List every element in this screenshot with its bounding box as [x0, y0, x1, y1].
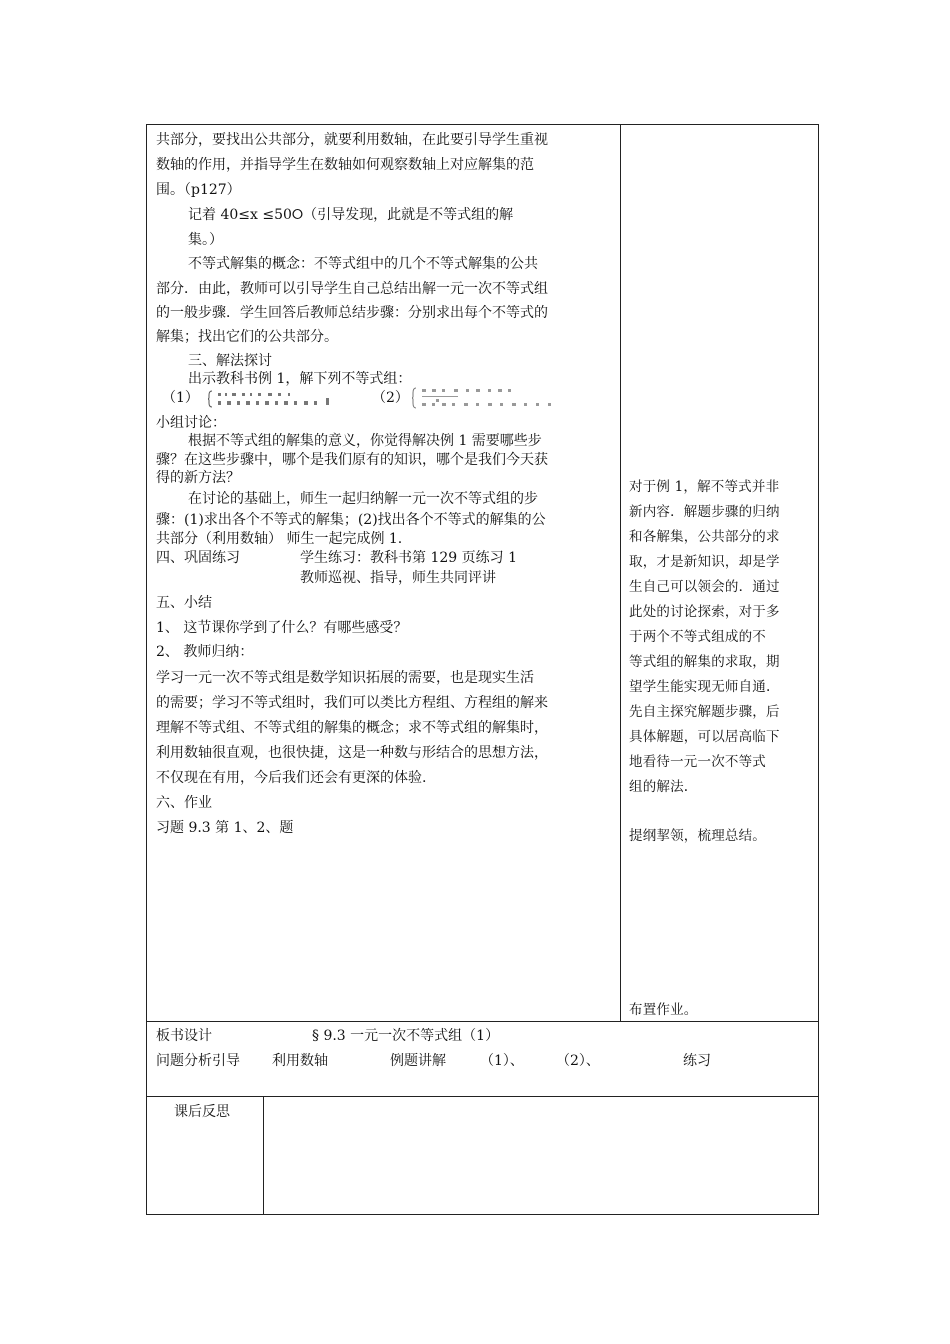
- main-line: 共部分，要找出公共部分，就要利用数轴，在此要引导学生重视: [156, 132, 548, 148]
- board-design-title: § 9.3 一元一次不等式组（1）: [312, 1028, 500, 1044]
- main-line: 的一般步骤．学生回答后教师总结步骤：分别求出每个不等式的: [156, 305, 548, 321]
- main-line: 2、 教师归纳：: [156, 644, 254, 660]
- board-design-label: 板书设计: [156, 1028, 212, 1044]
- main-line: 得的新方法？: [156, 470, 240, 486]
- board-item: 例题讲解: [390, 1053, 446, 1069]
- section-heading: 五、小结: [156, 595, 212, 611]
- row-divider-board: [146, 1021, 819, 1022]
- main-line: 集。）: [188, 232, 223, 248]
- board-item: 利用数轴: [272, 1053, 328, 1069]
- side-note-line: 地看待一元一次不等式: [629, 754, 766, 770]
- section-heading: 三、解法探讨: [188, 353, 272, 369]
- board-item: 练习: [683, 1053, 711, 1069]
- reflection-label: 课后反思: [174, 1104, 230, 1120]
- main-line: 学习一元一次不等式组是数学知识拓展的需要，也是现实生活: [156, 670, 534, 686]
- main-line: 的需要；学习不等式组时，我们可以类比方程组、方程组的解来: [156, 695, 548, 711]
- main-line: 骤：(1)求出各个不等式的解集；(2)找出各个不等式的解集的公: [156, 512, 546, 528]
- side-note-line: 提纲挈领，梳理总结。: [629, 828, 766, 844]
- side-note-line: 对于例 1，解不等式并非: [629, 479, 780, 495]
- side-note-line: 于两个不等式组成的不: [629, 629, 766, 645]
- main-line: 小组讨论：: [156, 415, 226, 431]
- inequality-system-2: [412, 387, 560, 409]
- side-note-line: 布置作业。: [629, 1002, 698, 1018]
- board-item: （1）、: [480, 1053, 524, 1069]
- main-line: 不等式解集的概念：不等式组中的几个不等式解集的公共: [188, 256, 538, 272]
- example-label-1: （1）: [162, 390, 199, 406]
- side-note-line: 具体解题，可以居高临下: [629, 729, 780, 745]
- side-note-line: 组的解法.: [629, 779, 689, 795]
- homework-line: 习题 9.3 第 1、2、题: [156, 820, 294, 836]
- inequality-system-1: [208, 390, 342, 408]
- main-line: 共部分（利用数轴） 师生一起完成例 1.: [156, 531, 403, 547]
- main-line: 理解不等式组、不等式组的解集的概念；求不等式组的解集时，: [156, 720, 548, 736]
- main-line: 围。（p127）: [156, 182, 241, 198]
- section-heading: 四、巩固练习: [156, 550, 240, 566]
- side-note-line: 等式组的解集的求取，期: [629, 654, 780, 670]
- practice-line: 教师巡视、指导，师生共同评讲: [300, 570, 496, 586]
- main-line: 根据不等式组的解集的意义，你觉得解决例 1 需要哪些步: [188, 433, 542, 449]
- column-divider: [620, 124, 621, 1022]
- side-note-line: 新内容．解题步骤的归纳: [629, 504, 780, 520]
- main-line: 解集；找出它们的公共部分。: [156, 329, 338, 345]
- section-heading: 六、作业: [156, 795, 212, 811]
- main-line: 利用数轴很直观，也很快捷，这是一种数与形结合的思想方法，: [156, 745, 548, 761]
- side-note-line: 此处的讨论探索，对于多: [629, 604, 780, 620]
- reflection-divider: [263, 1096, 264, 1215]
- main-line: 记着 40≤x ≤50⭘（引导发现，此就是不等式组的解: [188, 207, 514, 223]
- side-note-line: 和各解集，公共部分的求: [629, 529, 780, 545]
- main-line: 数轴的作用，并指导学生在数轴如何观察数轴上对应解集的范: [156, 157, 534, 173]
- main-line: 不仅现在有用，今后我们还会有更深的体验.: [156, 770, 427, 786]
- board-item: （2）、: [556, 1053, 600, 1069]
- main-line: 出示教科书例 1，解下列不等式组：: [188, 371, 412, 387]
- main-line: 在讨论的基础上，师生一起归纳解一元一次不等式组的步: [188, 491, 538, 507]
- side-note-line: 生自己可以领会的．通过: [629, 579, 780, 595]
- board-item: 问题分析引导: [156, 1053, 240, 1069]
- example-label-2: （2）: [372, 390, 409, 406]
- side-note-line: 取，才是新知识，却是学: [629, 554, 780, 570]
- main-line: 骤？在这些步骤中，哪个是我们原有的知识，哪个是我们今天获: [156, 452, 548, 468]
- main-line: 部分．由此，教师可以引导学生自己总结出解一元一次不等式组: [156, 281, 548, 297]
- row-divider-reflection: [146, 1096, 819, 1097]
- main-line: 1、 这节课你学到了什么？有哪些感受？: [156, 620, 408, 636]
- side-note-line: 先自主探究解题步骤，后: [629, 704, 780, 720]
- side-note-line: 望学生能实现无师自通.: [629, 679, 771, 695]
- practice-line: 学生练习：教科书第 129 页练习 1: [300, 550, 517, 566]
